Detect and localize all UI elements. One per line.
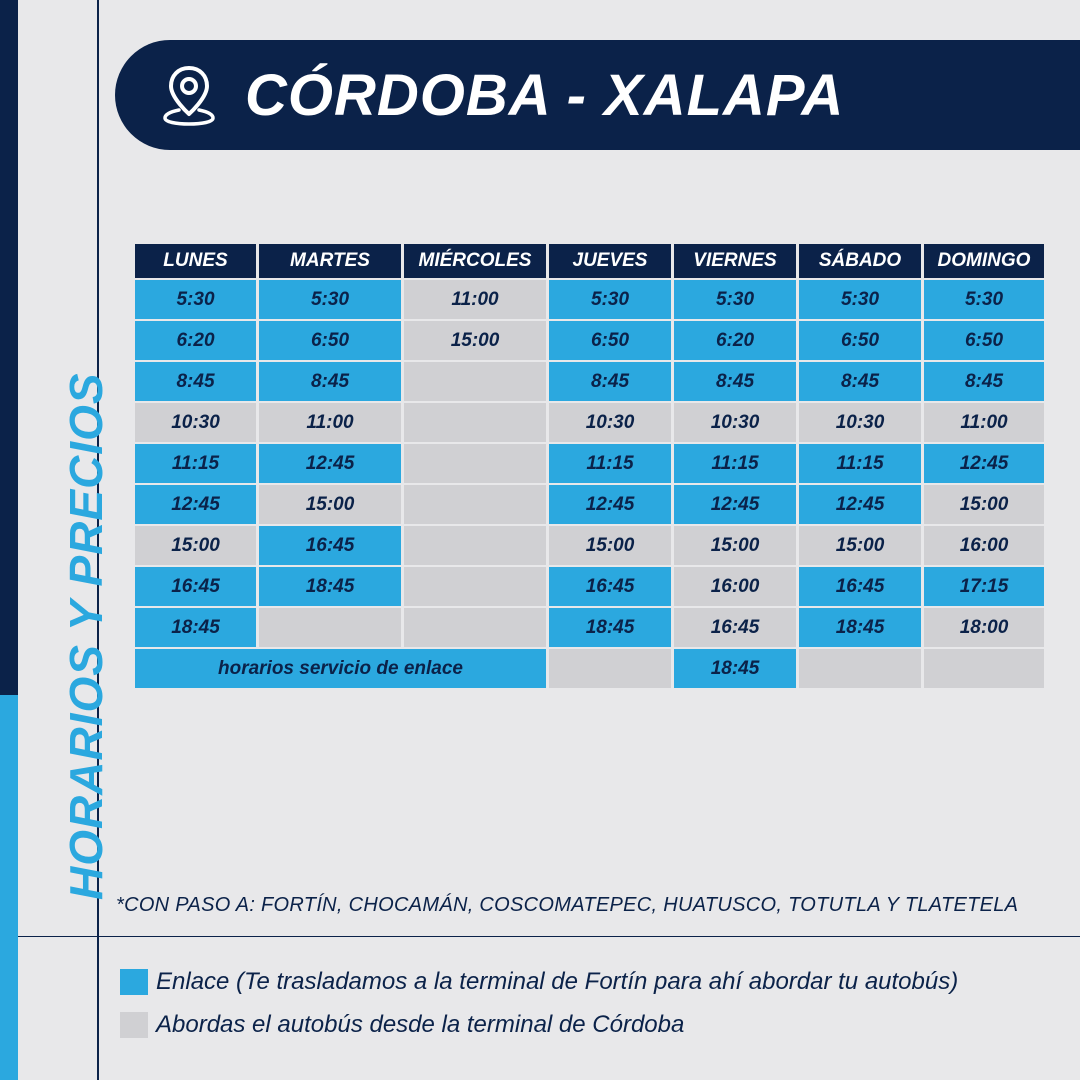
table-row (135, 321, 1044, 360)
time-cell: 15:00 (135, 526, 256, 565)
legend-text-cordoba: Abordas el autobús desde la terminal de Córdoba (156, 1011, 685, 1038)
legend-text-enlace: Enlace (Te trasladamos a la terminal de Fortín para ahí abordar tu autobús) (156, 968, 959, 995)
time-cell: 10:30 (799, 403, 921, 442)
time-cell (799, 649, 921, 688)
time-cell: 11:00 (259, 403, 401, 442)
table-row (135, 649, 1044, 688)
title-banner (115, 40, 1080, 150)
time-cell: 18:45 (674, 649, 796, 688)
time-cell: 11:00 (924, 403, 1044, 442)
time-cell: 6:50 (259, 321, 401, 360)
time-cell: 11:15 (674, 444, 796, 483)
time-cell: 18:45 (799, 608, 921, 647)
time-cell: 5:30 (135, 280, 256, 319)
time-cell (404, 567, 546, 606)
time-cell: 6:50 (799, 321, 921, 360)
time-cell: 16:00 (674, 567, 796, 606)
time-cell: 11:00 (404, 280, 546, 319)
table-row (135, 485, 1044, 524)
time-cell: 6:50 (924, 321, 1044, 360)
table-row (135, 608, 1044, 647)
time-cell: 10:30 (549, 403, 671, 442)
time-cell: 6:20 (674, 321, 796, 360)
time-cell: 5:30 (259, 280, 401, 319)
legend-swatch-cordoba (120, 1012, 148, 1038)
time-cell: 15:00 (799, 526, 921, 565)
side-title: HORARIOS Y PRECIOS (60, 372, 112, 900)
table-row (135, 403, 1044, 442)
time-cell: 16:00 (924, 526, 1044, 565)
legend-enlace (120, 968, 958, 996)
enlace-note: horarios servicio de enlace (135, 649, 546, 688)
time-cell: 15:00 (404, 321, 546, 360)
time-cell (404, 403, 546, 442)
day-header: MIÉRCOLES (404, 244, 546, 278)
time-cell: 6:20 (135, 321, 256, 360)
time-cell: 18:45 (135, 608, 256, 647)
time-cell: 17:15 (924, 567, 1044, 606)
table-row (135, 526, 1044, 565)
time-cell: 16:45 (674, 608, 796, 647)
time-cell: 8:45 (924, 362, 1044, 401)
time-cell (404, 485, 546, 524)
time-cell: 18:45 (259, 567, 401, 606)
time-cell: 5:30 (799, 280, 921, 319)
legend-cordoba (120, 1011, 684, 1039)
day-header: MARTES (259, 244, 401, 278)
day-header: DOMINGO (924, 244, 1044, 278)
time-cell: 15:00 (924, 485, 1044, 524)
location-pin-icon (161, 64, 217, 126)
route-note: *CON PASO A: FORTÍN, CHOCAMÁN, COSCOMATEPEC, HUATUSCO, TOTUTLA Y TLATETELA (116, 894, 1019, 916)
time-cell: 5:30 (549, 280, 671, 319)
time-cell (404, 526, 546, 565)
time-cell: 12:45 (549, 485, 671, 524)
time-cell (404, 444, 546, 483)
time-cell: 10:30 (135, 403, 256, 442)
time-cell: 8:45 (674, 362, 796, 401)
table-row (135, 444, 1044, 483)
time-cell (549, 649, 671, 688)
horizontal-divider (18, 936, 1080, 937)
day-header: LUNES (135, 244, 256, 278)
schedule-table (132, 242, 1047, 690)
time-cell: 16:45 (135, 567, 256, 606)
time-cell (404, 362, 546, 401)
side-title-wrap (26, 0, 146, 900)
time-cell: 12:45 (924, 444, 1044, 483)
time-cell: 16:45 (259, 526, 401, 565)
header-row (135, 244, 1044, 278)
time-cell: 16:45 (549, 567, 671, 606)
time-cell: 11:15 (135, 444, 256, 483)
time-cell (259, 608, 401, 647)
time-cell: 8:45 (259, 362, 401, 401)
time-cell: 12:45 (674, 485, 796, 524)
time-cell: 15:00 (674, 526, 796, 565)
day-header: JUEVES (549, 244, 671, 278)
time-cell: 12:45 (259, 444, 401, 483)
time-cell: 11:15 (799, 444, 921, 483)
time-cell: 15:00 (549, 526, 671, 565)
time-cell: 10:30 (674, 403, 796, 442)
time-cell: 16:45 (799, 567, 921, 606)
table-row (135, 362, 1044, 401)
time-cell: 8:45 (135, 362, 256, 401)
time-cell: 12:45 (135, 485, 256, 524)
legend-swatch-enlace (120, 969, 148, 995)
day-header: VIERNES (674, 244, 796, 278)
time-cell: 5:30 (674, 280, 796, 319)
time-cell: 6:50 (549, 321, 671, 360)
time-cell: 5:30 (924, 280, 1044, 319)
time-cell: 8:45 (799, 362, 921, 401)
time-cell: 12:45 (799, 485, 921, 524)
time-cell: 11:15 (549, 444, 671, 483)
time-cell: 8:45 (549, 362, 671, 401)
time-cell (924, 649, 1044, 688)
side-bar-light (0, 695, 18, 1080)
table-row (135, 280, 1044, 319)
side-bar-dark (0, 0, 18, 695)
day-header: SÁBADO (799, 244, 921, 278)
time-cell: 18:45 (549, 608, 671, 647)
time-cell: 15:00 (259, 485, 401, 524)
table-row (135, 567, 1044, 606)
time-cell (404, 608, 546, 647)
page-title: CÓRDOBA - XALAPA (245, 62, 845, 128)
time-cell: 18:00 (924, 608, 1044, 647)
